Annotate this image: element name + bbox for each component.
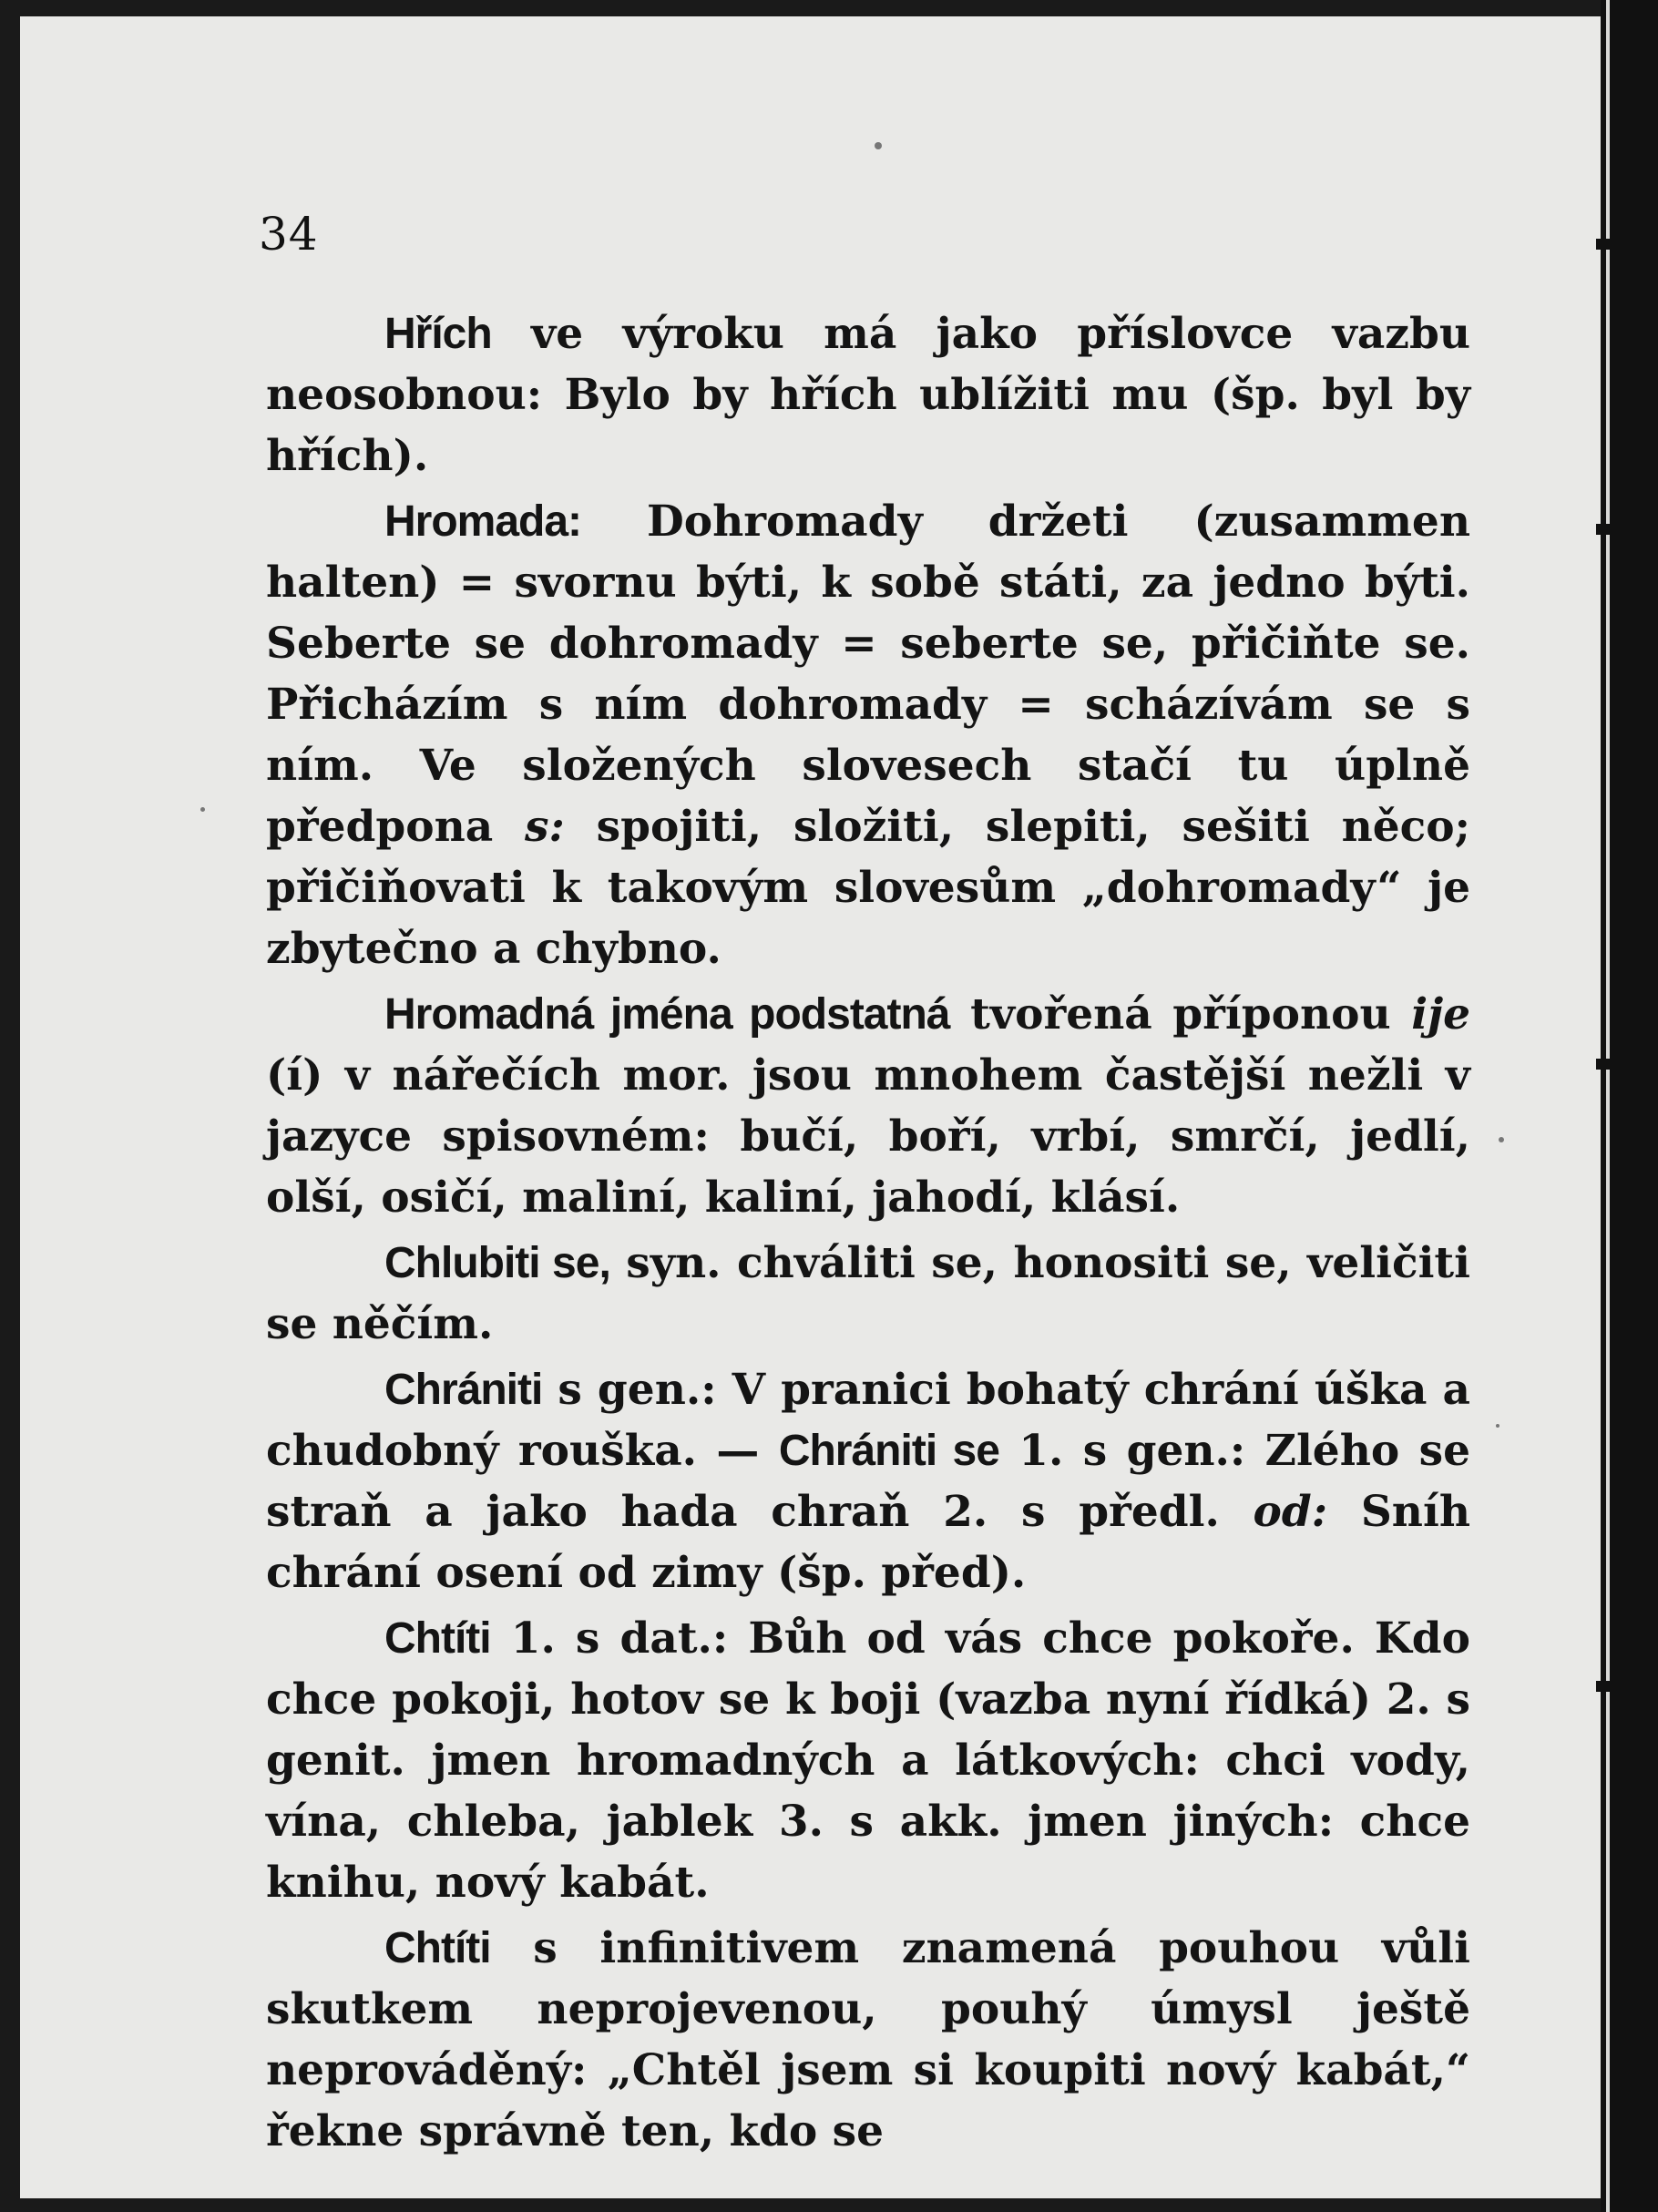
headword: Chrániti <box>384 1366 543 1414</box>
entry-text: s gen.: V pranici bohatý chrání úška a chudobný rouška. — <box>266 1365 1470 1476</box>
entry-italic: s: <box>525 802 565 852</box>
entry-text: tvořená příponou <box>949 989 1412 1039</box>
headword: Hromadná jména podstatná <box>384 990 950 1039</box>
edge-mark <box>1596 1681 1620 1692</box>
entry-text: 1. s gen.: Zlého se straň a jako hada chraň 2. s předl. <box>266 1426 1470 1537</box>
entry-chraniti <box>266 1359 1470 1603</box>
headword: Hromada: <box>384 497 582 546</box>
entry-text: syn. chváliti se, honositi se, veličiti se něčím. <box>266 1238 1470 1349</box>
edge-mark <box>1596 524 1620 535</box>
paper-speck <box>200 807 205 812</box>
entry-text: s infinitivem znamená pouhou vůli skutkem neprojevenou, pouhý úmysl ještě neprováděný: „Chtěl jsem si koupiti nový kabát,“ řekne správně ten, kdo se <box>266 1923 1470 2156</box>
entry-hrich <box>266 303 1470 486</box>
entry-chtiti-infinitiv <box>266 1918 1470 2162</box>
entry-hromadna-jmena <box>266 984 1470 1228</box>
entry-italic: od: <box>1253 1487 1328 1537</box>
paper-speck <box>1499 1137 1504 1142</box>
edge-mark <box>1596 1059 1620 1070</box>
headword: Chtíti <box>384 1924 491 1972</box>
headword: Chtíti <box>384 1614 491 1663</box>
dictionary-text <box>266 303 1470 2166</box>
page-number: 34 <box>259 208 319 261</box>
headword: Chlubiti se, <box>384 1239 610 1287</box>
entry-text: spojiti, složiti, slepiti, sešiti něco; přičiňovati k takovým slovesům „dohromady“ je zbytečno a chybno. <box>266 802 1471 974</box>
entry-text: (í) v nářečích mor. jsou mnohem častější nežli v jazyce spisovném: bučí, boří, vrbí, smrčí, jedlí, olší, osičí, maliní, kaliní, jahodí, klásí. <box>266 1050 1470 1223</box>
headword: Hřích <box>384 310 492 358</box>
entry-chtiti <box>266 1608 1470 1913</box>
book-page <box>20 16 1601 2198</box>
entry-text: Dohromady držeti (zusammen halten) = svornu býti, k sobě státi, za jedno býti. Seberte se dohromady = seberte se, přičiňte se. Přicházím s ním dohromady = scházívám se s ním. Ve složených slovesech stačí tu úplně předpona <box>266 497 1470 852</box>
entry-text: Sníh chrání osení od zimy (šp. před). <box>266 1487 1470 1598</box>
entry-text: 1. s dat.: Bůh od vás chce pokoře. Kdo chce pokoji, hotov se k boji (vazba nyní řídká) 2. s genit. jmen hromadných a látkových: chci vody, vína, chleba, jablek 3. s akk. jmen jiných: chce knihu, nový kabát. <box>266 1613 1470 1908</box>
entry-chlubiti <box>266 1233 1470 1355</box>
entry-text: ve výroku má jako příslovce vazbu neosobnou: Bylo by hřích ublížiti mu (šp. byl by hřích). <box>266 309 1470 481</box>
entry-hromada <box>266 491 1470 979</box>
paper-speck <box>875 142 882 149</box>
page-edge-line <box>1606 0 1610 2212</box>
edge-mark <box>1596 239 1620 250</box>
paper-speck <box>1496 1424 1499 1428</box>
entry-italic: ije <box>1411 989 1471 1039</box>
headword: Chrániti se <box>778 1427 999 1475</box>
